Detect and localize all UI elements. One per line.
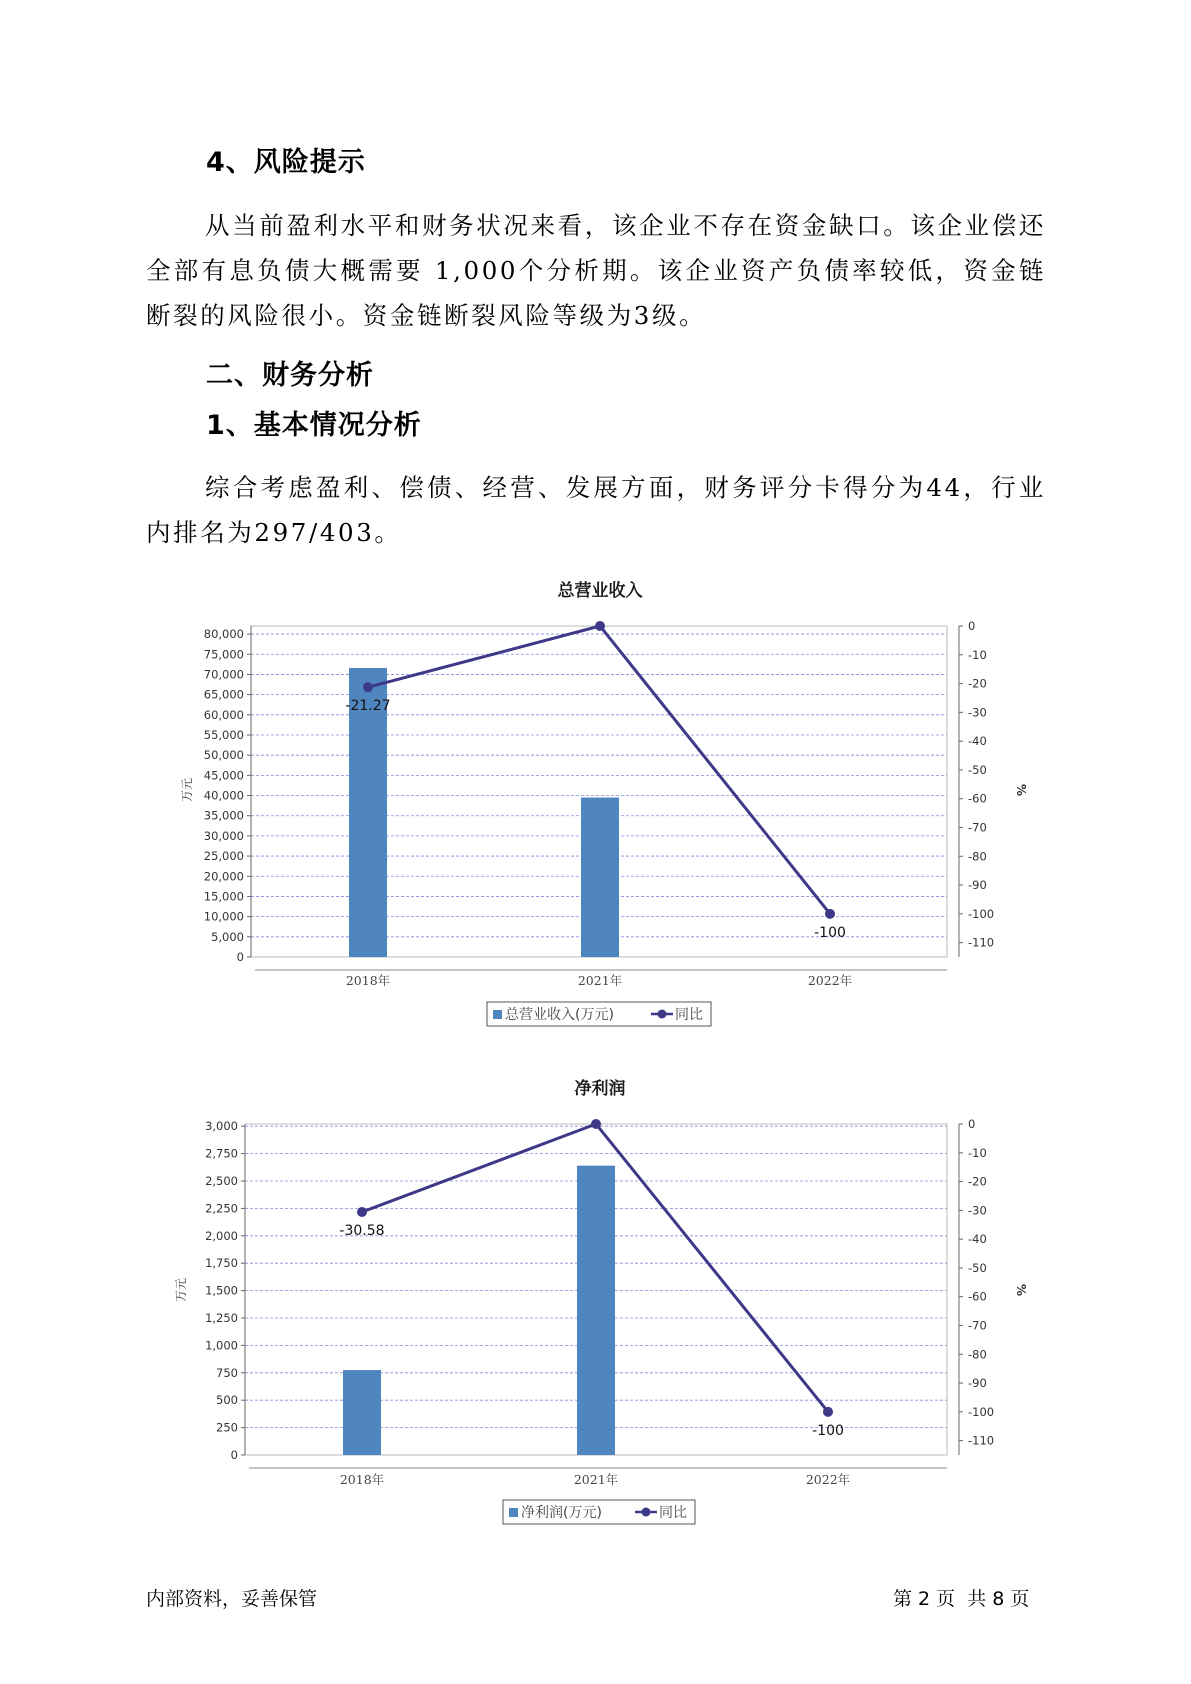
y2-tick-label: -70 [968,820,987,835]
x-tick-label: 2021年 [573,1472,619,1487]
y-tick-label: 40,000 [203,788,244,803]
legend-bar-label: 净利润(万元) [521,1505,602,1521]
y2-tick-label: -30 [968,705,987,720]
y-tick-label: 750 [216,1365,238,1380]
y-tick-label: 2,250 [205,1201,238,1216]
finance-heading: 二、财务分析 [206,360,374,391]
yoy-point [823,1407,833,1417]
y2-tick-label: -10 [968,647,987,662]
y-tick-label: 65,000 [203,687,244,702]
y2-tick-label: -20 [968,1174,987,1189]
y2-tick-label: -80 [968,1347,987,1362]
x-tick-label: 2018年 [345,973,391,988]
y-tick-label: 20,000 [203,869,244,884]
y-tick-label: 70,000 [203,667,244,682]
y-tick-label: 250 [216,1420,238,1435]
data-label: -21.27 [345,698,391,715]
y2-tick-label: -60 [968,1289,987,1304]
y2-axis-unit: % [1014,1283,1028,1297]
y-tick-label: 1,750 [205,1256,238,1271]
y-tick-label: 500 [216,1393,238,1408]
y2-tick-label: -90 [968,1376,987,1391]
y2-tick-label: -40 [968,734,987,749]
y2-tick-label: -110 [968,1433,995,1448]
y-tick-label: 0 [230,1448,238,1462]
y-tick-label: 80,000 [203,627,244,642]
y2-tick-label: -100 [968,906,995,921]
y2-tick-label: -30 [968,1203,987,1218]
y-tick-label: 55,000 [203,727,244,742]
y-tick-label: 1,500 [205,1283,238,1298]
y-axis-unit: 万元 [180,777,194,803]
y-tick-label: 60,000 [203,707,244,722]
y-tick-label: 1,250 [205,1310,238,1325]
y2-tick-label: -60 [968,791,987,806]
y-tick-label: 10,000 [203,909,244,924]
bar [343,1370,381,1455]
y-tick-label: 0 [236,950,244,964]
y-tick-label: 35,000 [203,808,244,823]
page-number: 第 2 页 共 8 页 [893,1588,1030,1610]
x-tick-label: 2022年 [807,973,853,988]
y2-axis-unit: % [1014,783,1028,797]
data-label: -100 [814,924,846,941]
yoy-point [591,1119,601,1129]
y-tick-label: 2,000 [205,1228,238,1243]
y2-tick-label: -10 [968,1145,987,1160]
y-tick-label: 45,000 [203,768,244,783]
y2-tick-label: -100 [968,1404,995,1419]
y2-tick-label: -90 [968,878,987,893]
x-tick-label: 2018年 [339,1472,385,1487]
legend-bar-label: 总营业收入(万元) [505,1007,614,1023]
y2-tick-label: -110 [968,935,995,950]
x-tick-label: 2022年 [805,1472,851,1487]
chart-title: 净利润 [574,1079,626,1099]
y-tick-label: 3,000 [205,1119,238,1134]
data-label: -100 [812,1422,844,1439]
y-axis-unit: 万元 [174,1277,188,1303]
y-tick-label: 1,000 [205,1338,238,1353]
footer-note: 内部资料，妥善保管 [146,1588,318,1610]
y2-tick-label: -70 [968,1318,987,1333]
y2-tick-label: -20 [968,676,987,691]
y2-tick-label: -40 [968,1232,987,1247]
y-tick-label: 5,000 [211,929,244,944]
y2-tick-label: -50 [968,1260,987,1275]
y-tick-label: 50,000 [203,748,244,763]
y-tick-label: 15,000 [203,889,244,904]
x-tick-label: 2021年 [577,973,623,988]
basic-paragraph: 综合考虑盈利、偿债、经营、发展方面，财务评分卡得分为44，行业内排名为297/403。 [146,473,1046,547]
y2-tick-label: 0 [968,619,976,633]
y-tick-label: 25,000 [203,849,244,864]
y-tick-label: 30,000 [203,828,244,843]
y-tick-label: 75,000 [203,647,244,662]
chart-title: 总营业收入 [557,581,643,601]
bar [577,1166,615,1455]
y2-tick-label: -80 [968,849,987,864]
risk-paragraph: 从当前盈利水平和财务状况来看，该企业不存在资金缺口。该企业偿还全部有息负债大概需要 1,000个分析期。该企业资产负债率较低，资金链断裂的风险很小。资金链断裂风险等级为3级。 [146,211,1046,330]
y2-tick-label: -50 [968,762,987,777]
y2-tick-label: 0 [968,1117,976,1131]
legend-line-label: 同比 [659,1505,687,1521]
legend-line-marker [642,1508,651,1517]
basic-heading: 1、基本情况分析 [206,410,422,441]
risk-heading: 4、风险提示 [206,147,366,178]
legend-line-label: 同比 [675,1007,703,1023]
legend-bar-swatch [509,1508,518,1517]
yoy-point [357,1207,367,1217]
y-tick-label: 2,500 [205,1173,238,1188]
y-tick-label: 2,750 [205,1146,238,1161]
data-label: -30.58 [339,1223,385,1240]
